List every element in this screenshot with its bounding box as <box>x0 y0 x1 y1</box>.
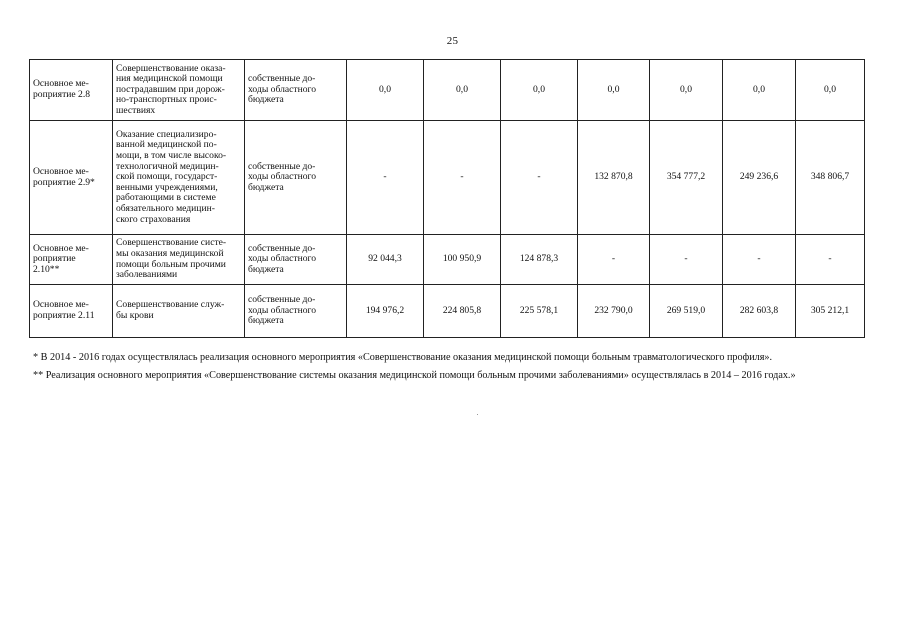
funding-source-cell <box>245 285 347 338</box>
value-cell: 0,0 <box>501 60 578 121</box>
value-cell: 354 777,2 <box>650 121 723 235</box>
value-cell: - <box>723 235 796 285</box>
value-cell: 224 805,8 <box>424 285 501 338</box>
value-cell: 0,0 <box>578 60 650 121</box>
description-cell-text: Оказание специализиро- ванной медицинской по- мощи, в том числе высоко- технологичной медицин- ской помощи, государст- венными учреждениями, работающими в системе обязательного медицин- ского страхования <box>116 128 227 225</box>
description-cell <box>113 285 245 338</box>
value-cell: - <box>501 121 578 235</box>
description-cell-text: Совершенствование оказа- ния медицинской помощи пострадавшим при дорож- но-транспортных проис- шествиях <box>116 62 226 116</box>
value-cell: - <box>650 235 723 285</box>
funding-source-cell-text: собственные до- ходы областного бюджета <box>248 294 317 327</box>
value-cell: 282 603,8 <box>723 285 796 338</box>
funding-source-cell <box>245 235 347 285</box>
funding-source-cell-text: собственные до- ходы областного бюджета <box>248 73 317 106</box>
value-cell: 249 236,6 <box>723 121 796 235</box>
value-cell: 92 044,3 <box>347 235 424 285</box>
value-cell: 0,0 <box>650 60 723 121</box>
event-cell <box>30 121 113 235</box>
value-cell: 225 578,1 <box>501 285 578 338</box>
table-row <box>30 285 865 338</box>
budget-table <box>29 59 865 338</box>
scan-speck <box>477 414 478 415</box>
event-cell <box>30 235 113 285</box>
event-cell <box>30 285 113 338</box>
value-cell: - <box>796 235 865 285</box>
footnotes <box>33 349 883 385</box>
description-cell <box>113 235 245 285</box>
value-cell: 0,0 <box>796 60 865 121</box>
value-cell: 0,0 <box>723 60 796 121</box>
value-cell: 132 870,8 <box>578 121 650 235</box>
page-number: 25 <box>446 35 459 47</box>
funding-source-cell-text: собственные до- ходы областного бюджета <box>248 160 317 193</box>
event-cell-text: Основное ме- роприятие 2.8 <box>33 78 91 100</box>
value-cell: 0,0 <box>424 60 501 121</box>
funding-source-cell <box>245 60 347 121</box>
event-cell <box>30 60 113 121</box>
value-cell: 194 976,2 <box>347 285 424 338</box>
description-cell <box>113 60 245 121</box>
value-cell: 100 950,9 <box>424 235 501 285</box>
event-cell-text: Основное ме- роприятие 2.9* <box>33 165 95 188</box>
event-cell-text: Основное ме- роприятие 2.10** <box>33 242 89 275</box>
value-cell: 232 790,0 <box>578 285 650 338</box>
event-cell-text: Основное ме- роприятие 2.11 <box>33 299 95 321</box>
value-cell: 124 878,3 <box>501 235 578 285</box>
table-row <box>30 235 865 285</box>
footnote-1: * В 2014 - 2016 годах осуществлялась реализация основного мероприятия «Совершенствование оказания медицинской помощи больным травматологического профиля». <box>33 352 773 363</box>
value-cell: - <box>424 121 501 235</box>
value-cell: 269 519,0 <box>650 285 723 338</box>
description-cell-text: Совершенствование служ- бы крови <box>116 299 225 321</box>
funding-source-cell <box>245 121 347 235</box>
funding-source-cell-text: собственные до- ходы областного бюджета <box>248 242 317 275</box>
value-cell: - <box>347 121 424 235</box>
value-cell: - <box>578 235 650 285</box>
value-cell: 348 806,7 <box>796 121 865 235</box>
table-row <box>30 60 865 121</box>
description-cell <box>113 121 245 235</box>
table-row <box>30 121 865 235</box>
value-cell: 305 212,1 <box>796 285 865 338</box>
footnote-2: ** Реализация основного мероприятия «Совершенствование системы оказания медицинской помощи больным прочими заболеваниями» осуществлялась в 2014 – 2016 годах.» <box>33 370 796 381</box>
description-cell-text: Совершенствование систе- мы оказания медицинской помощи больным прочими заболеваниями <box>116 237 227 281</box>
value-cell: 0,0 <box>347 60 424 121</box>
